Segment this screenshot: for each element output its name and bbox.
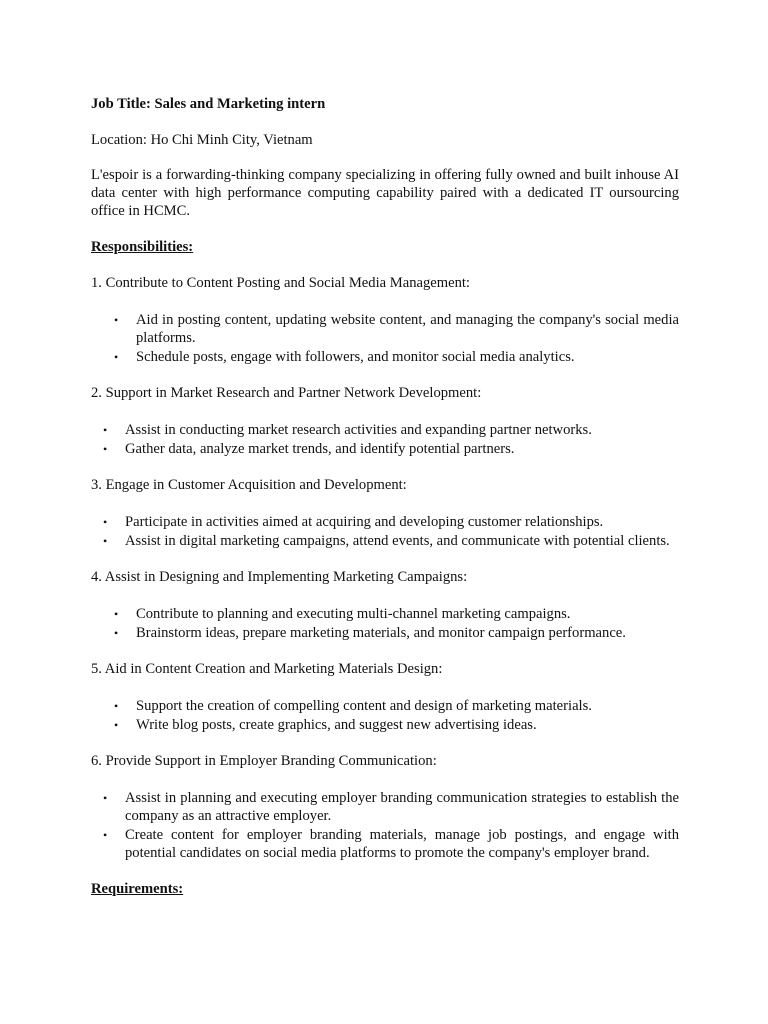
bullet-icon: •	[103, 791, 108, 805]
list-item: • Write blog posts, create graphics, and suggest new advertising ideas.	[114, 717, 537, 733]
section-heading-2: 2. Support in Market Research and Partner Network Development:	[91, 385, 482, 401]
list-item: • Create content for employer branding materials, manage job postings, and engage with potential candidates on social media platforms to promote the company's employer brand.	[103, 827, 679, 861]
list-item: • Support the creation of compelling content and design of marketing materials.	[114, 698, 592, 714]
bullet-icon: •	[114, 313, 119, 327]
bullet-icon: •	[114, 626, 119, 640]
list-item: • Gather data, analyze market trends, and identify potential partners.	[103, 441, 515, 457]
bullet-icon: •	[103, 442, 108, 456]
section-heading-3: 3. Engage in Customer Acquisition and Development:	[91, 477, 407, 493]
list-item: • Assist in planning and executing employer branding communication strategies to establish the company as an attractive employer.	[103, 790, 679, 824]
section-list-5	[0, 697, 679, 735]
list-item: • Aid in posting content, updating website content, and managing the company's social media platforms.	[114, 312, 679, 346]
bullet-icon: •	[114, 607, 119, 621]
responsibilities-heading: Responsibilities:	[91, 239, 194, 255]
section-heading-6: 6. Provide Support in Employer Branding Communication:	[91, 753, 437, 769]
bullet-icon: •	[114, 699, 119, 713]
section-list-6	[0, 789, 679, 863]
job-title: Job Title: Sales and Marketing intern	[91, 96, 326, 112]
bullet-icon: •	[103, 534, 108, 548]
list-item: • Assist in conducting market research activities and expanding partner networks.	[103, 422, 592, 438]
section-list-3	[0, 513, 679, 551]
bullet-icon: •	[114, 718, 119, 732]
section-heading-5: 5. Aid in Content Creation and Marketing Materials Design:	[91, 661, 443, 677]
location-line: Location: Ho Chi Minh City, Vietnam	[91, 132, 313, 148]
section-heading-1: 1. Contribute to Content Posting and Social Media Management:	[91, 275, 470, 291]
bullet-icon: •	[103, 423, 108, 437]
section-list-1	[0, 311, 679, 367]
list-item: • Assist in digital marketing campaigns, attend events, and communicate with potential clients.	[103, 533, 670, 549]
list-item: • Contribute to planning and executing multi-channel marketing campaigns.	[114, 606, 571, 622]
list-item: • Brainstorm ideas, prepare marketing materials, and monitor campaign performance.	[114, 625, 626, 641]
section-heading-4: 4. Assist in Designing and Implementing Marketing Campaigns:	[91, 569, 468, 585]
bullet-icon: •	[103, 515, 108, 529]
requirements-heading: Requirements:	[91, 881, 184, 897]
section-list-2	[0, 421, 679, 459]
bullet-icon: •	[103, 828, 108, 842]
list-item: • Participate in activities aimed at acquiring and developing customer relationships.	[103, 514, 604, 530]
list-item: • Schedule posts, engage with followers, and monitor social media analytics.	[114, 349, 575, 365]
company-intro: L'espoir is a forwarding-thinking company specializing in offering fully owned and built inhouse AI data center with high performance computing capability paired with a dedicated IT oursourcing office in HCMC.	[91, 167, 679, 219]
bullet-icon: •	[114, 350, 119, 364]
section-list-4	[0, 605, 679, 643]
